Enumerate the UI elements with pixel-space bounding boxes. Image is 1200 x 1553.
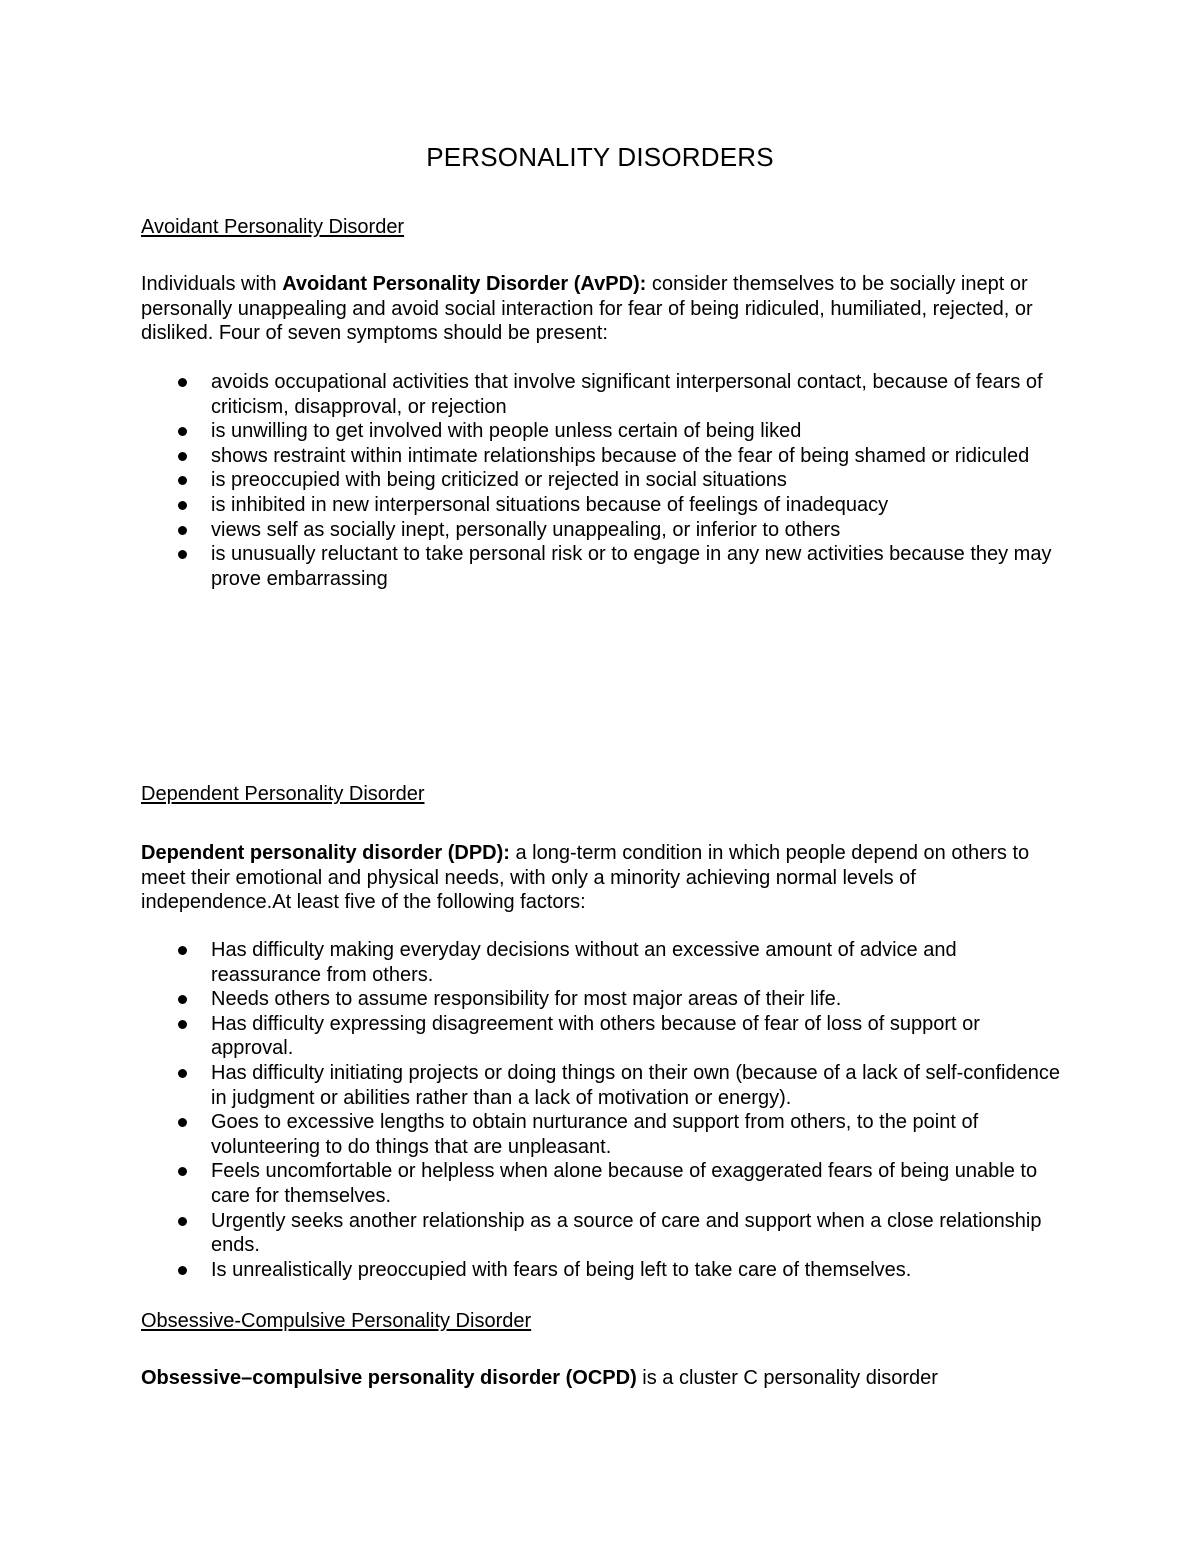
list-item-text: is unwilling to get involved with people unless certain of being liked [211, 420, 802, 443]
list-item [141, 518, 1061, 543]
dependent-factor-list [141, 938, 1061, 1282]
bullet-icon [178, 1118, 187, 1127]
ocpd-intro-rest: is a cluster C personality disorder [636, 1367, 938, 1389]
avoidant-intro-prefix: Individuals with [141, 273, 283, 295]
list-item [141, 1209, 1061, 1258]
bullet-icon [178, 526, 187, 535]
bullet-icon [178, 1167, 187, 1176]
bullet-icon [178, 1266, 187, 1275]
list-item-text: Has difficulty initiating projects or doing things on their own (because of a lack of self-confidence in judgment or abilities rather than a lack of motivation or energy). [211, 1061, 1060, 1109]
dependent-intro-term: Dependent personality disorder (DPD): [141, 842, 510, 864]
section-heading-ocpd: Obsessive-Compulsive Personality Disorder [141, 1310, 532, 1332]
avoidant-intro-rest: consider themselves to be socially inept or personally unappealing and avoid social interaction for fear of being ridiculed, humiliated, rejected, or disliked. Four of seven symptoms should be present: [141, 273, 1033, 345]
avoidant-intro-term: Avoidant Personality Disorder (AvPD): [282, 273, 647, 295]
dependent-intro-paragraph [141, 841, 1061, 915]
list-item [141, 1110, 1061, 1159]
list-item-text: Needs others to assume responsibility for most major areas of their life. [211, 988, 842, 1011]
bullet-icon [178, 378, 187, 387]
list-item-text: Feels uncomfortable or helpless when alone because of exaggerated fears of being unable to care for themselves. [211, 1160, 1038, 1207]
list-item [141, 493, 1061, 518]
bullet-icon [178, 946, 187, 955]
bullet-icon [178, 427, 187, 436]
list-item [141, 468, 1061, 493]
ocpd-intro-paragraph [141, 1366, 1061, 1391]
list-item [141, 938, 1061, 987]
bullet-icon [178, 1069, 187, 1078]
bullet-icon [178, 1217, 187, 1226]
bullet-icon [178, 476, 187, 485]
dependent-intro-rest: a long-term condition in which people depend on others to meet their emotional and physical needs, with only a minority achieving normal levels of independence.At least five of the following factors: [141, 842, 1030, 914]
avoidant-intro-paragraph [141, 272, 1061, 346]
list-item [141, 419, 1061, 444]
list-item-text: views self as socially inept, personally unappealing, or inferior to others [211, 518, 841, 541]
section-heading-avoidant: Avoidant Personality Disorder [141, 216, 405, 238]
list-item [141, 444, 1061, 469]
list-item [141, 542, 1061, 591]
document-title: PERSONALITY DISORDERS [426, 142, 774, 172]
bullet-icon [178, 501, 187, 510]
bullet-icon [178, 995, 187, 1004]
bullet-icon [178, 452, 187, 461]
list-item [141, 1159, 1061, 1208]
avoidant-symptom-list [141, 370, 1061, 591]
bullet-icon [178, 1020, 187, 1029]
bullet-icon [178, 550, 187, 559]
list-item-text: Goes to excessive lengths to obtain nurturance and support from others, to the point of volunteering to do things that are unpleasant. [211, 1111, 979, 1158]
list-item-text: Is unrealistically preoccupied with fears of being left to take care of themselves. [211, 1258, 912, 1281]
list-item-text: Has difficulty making everyday decisions without an excessive amount of advice and reassurance from others. [211, 939, 957, 986]
section-heading-dependent: Dependent Personality Disorder [141, 783, 425, 805]
list-item-text: is unusually reluctant to take personal risk or to engage in any new activities because they may prove embarrassing [211, 543, 1052, 590]
list-item [141, 1258, 1061, 1283]
list-item [141, 370, 1061, 419]
list-item [141, 987, 1061, 1012]
list-item-text: shows restraint within intimate relationships because of the fear of being shamed or ridiculed [211, 444, 1030, 467]
ocpd-intro-term: Obsessive–compulsive personality disorder (OCPD) [141, 1367, 637, 1389]
list-item-text: Has difficulty expressing disagreement with others because of fear of loss of support or approval. [211, 1012, 980, 1060]
list-item-text: avoids occupational activities that involve significant interpersonal contact, because of fears of criticism, disapproval, or rejection [211, 371, 1043, 418]
list-item-text: is inhibited in new interpersonal situations because of feelings of inadequacy [211, 493, 889, 516]
list-item-text: is preoccupied with being criticized or rejected in social situations [211, 469, 787, 492]
list-item-text: Urgently seeks another relationship as a source of care and support when a close relationship ends. [211, 1209, 1042, 1257]
list-item [141, 1061, 1061, 1110]
list-item [141, 1012, 1061, 1061]
